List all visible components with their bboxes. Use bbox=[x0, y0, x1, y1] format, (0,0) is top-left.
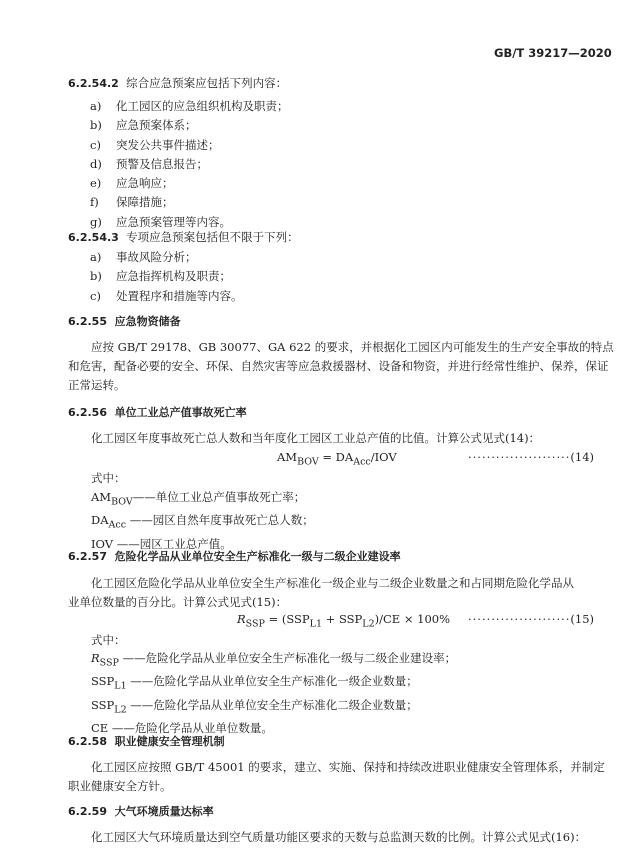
section-heading-6-2-58: 6.2.58 职业健康安全管理机制 bbox=[68, 735, 225, 748]
clause-6-2-54-3 bbox=[68, 229, 299, 245]
standard-number: GB/T 39217—2020 bbox=[494, 46, 612, 60]
definitions-14 bbox=[91, 488, 314, 554]
list-item: c) 处置程序和措施等内容。 bbox=[90, 288, 243, 303]
paragraph-6-2-55: 应按 GB/T 29178、GB 30077、GA 622 的要求，并根据化工园区内可能发生的生产安全事故的特点 和危害，配备必要的安全、环保、自然灾害等应急救援器材、设备和物资，并进行经常性维护、保养，保证 正常运转。 bbox=[68, 340, 614, 392]
list-item: g) 应急预案管理等内容。 bbox=[90, 214, 231, 229]
list-item: e) 应急响应； bbox=[90, 176, 174, 191]
clause-6-2-54-2 bbox=[68, 75, 287, 91]
list-item: f) 保障措施； bbox=[90, 195, 174, 210]
definition-row: $SSP_{L1}$ ——危险化学品从业单位安全生产标准化一级企业数量； bbox=[91, 674, 418, 692]
formula-14: $AM_{BOV} = DA_{Acc}/IOV$ bbox=[277, 450, 397, 468]
list-item: d) 预警及信息报告； bbox=[90, 156, 208, 171]
equation-number-14: ······················(14) bbox=[468, 450, 595, 464]
definition-row: CE ——危险化学品从业单位数量。 bbox=[91, 720, 273, 735]
paragraph-6-2-57: 化工园区危险化学品从业单位安全生产标准化一级企业与二级企业数量之和占同期危险化学品从 业单位数量的百分比。计算公式见式(15)： bbox=[68, 576, 574, 609]
section-heading-6-2-55: 6.2.55 应急物资储备 bbox=[68, 315, 181, 328]
where-label: 式中： bbox=[91, 471, 126, 485]
list-item: c) 突发公共事件描述； bbox=[90, 137, 220, 152]
equation-number-15: ······················(15) bbox=[468, 612, 595, 626]
where-label: 式中： bbox=[91, 633, 126, 647]
formula-15: $R_{SSP} = (SSP_{L1} + SSP_{L2})/CE \times 100\%$ bbox=[237, 612, 451, 630]
list-item: b) 应急预案体系； bbox=[90, 118, 197, 133]
list-item: b) 应急指挥机构及职责； bbox=[90, 269, 231, 284]
definition-row: $DA_{Acc}$ ——园区自然年度事故死亡总人数； bbox=[91, 513, 314, 531]
section-heading-6-2-56: 6.2.56 单位工业总产值事故死亡率 bbox=[68, 406, 247, 419]
definition-row: IOV ——园区工业总产值。 bbox=[91, 536, 232, 551]
list-6-2-54-3 bbox=[90, 248, 243, 306]
definition-row: $AM_{BOV}——$单位工业总产值事故死亡率； bbox=[91, 490, 306, 508]
list-6-2-54-2 bbox=[90, 97, 289, 232]
clause-text: 综合应急预案应包括下列内容： bbox=[126, 76, 288, 90]
paragraph-6-2-56: 化工园区年度事故死亡总人数和当年度化工园区工业总产值的比值。计算公式见式(14)： bbox=[91, 431, 541, 445]
section-heading-6-2-57: 6.2.57 危险化学品从业单位安全生产标准化一级与二级企业建设率 bbox=[68, 550, 401, 563]
list-item: a) 化工园区的应急组织机构及职责； bbox=[90, 99, 289, 113]
clause-number: 6.2.54.2 bbox=[68, 77, 119, 90]
definition-row: $R_{SSP}$ ——危险化学品从业单位安全生产标准化一级与二级企业建设率； bbox=[91, 651, 457, 669]
definition-row: $SSP_{L2}$ ——危险化学品从业单位安全生产标准化二级企业数量； bbox=[91, 697, 418, 715]
list-item: a) 事故风险分析； bbox=[90, 250, 197, 264]
section-heading-6-2-59: 6.2.59 大气环境质量达标率 bbox=[68, 805, 214, 818]
clause-number: 6.2.54.3 bbox=[68, 231, 119, 244]
paragraph-6-2-58: 化工园区应按照 GB/T 45001 的要求，建立、实施、保持和持续改进职业健康安全管理体系，并制定 职业健康安全方针。 bbox=[68, 760, 605, 793]
clause-text: 专项应急预案包括但不限于下列： bbox=[126, 230, 299, 244]
paragraph-6-2-59: 化工园区大气环境质量达到空气质量功能区要求的天数与总监测天数的比例。计算公式见式(16)： bbox=[91, 830, 587, 844]
definitions-15 bbox=[91, 649, 456, 738]
